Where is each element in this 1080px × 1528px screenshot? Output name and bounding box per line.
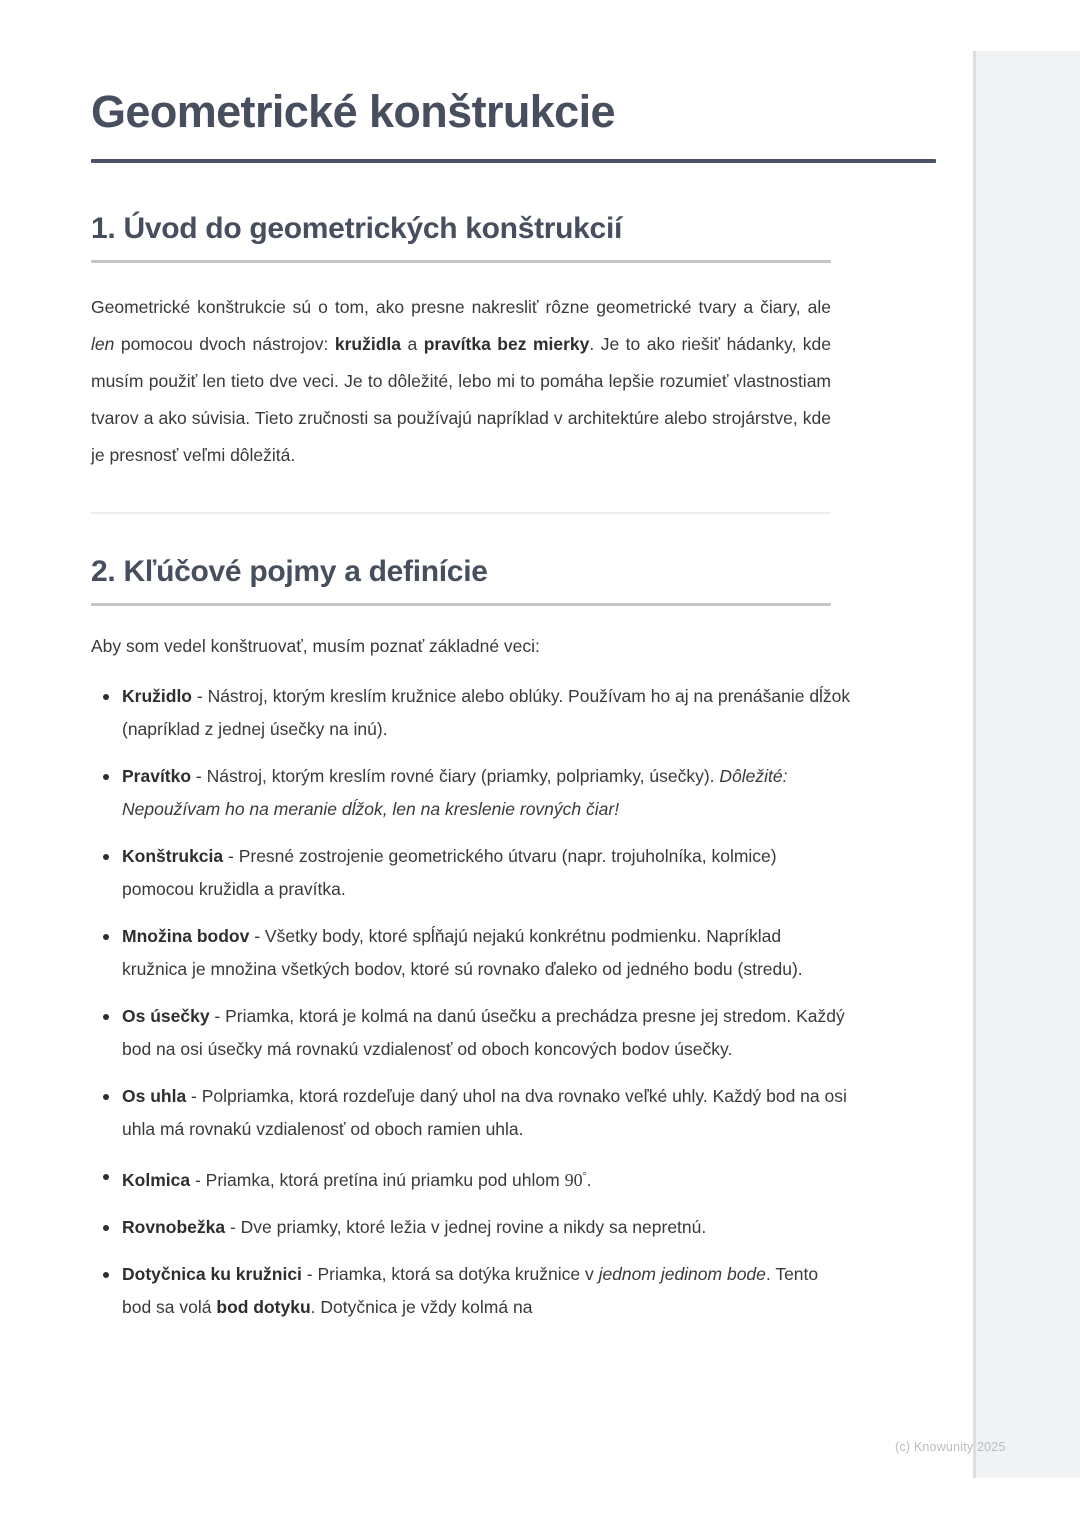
term-description: Dve priamky, ktoré ležia v jednej rovine a nikdy sa nepretnú. — [240, 1217, 707, 1238]
term-dash: - — [249, 926, 265, 947]
term-label: Kružidlo — [122, 686, 192, 707]
term-description: Priamka, ktorá sa dotýka kružnice v — [317, 1264, 599, 1285]
section-2-heading: 2. Kľúčové pojmy a definície — [91, 554, 488, 588]
term-label: Pravítko — [122, 766, 192, 787]
term-dash: - — [301, 1264, 318, 1285]
term-dash: - — [190, 1170, 206, 1191]
term-description: Polpriamka, ktorá rozdeľuje daný uhol na dva rovnako veľké uhly. Každý bod na osi uhla má rovnakú vzdialenosť od oboch ramien uhla. — [122, 1086, 847, 1140]
term-label: Rovnobežka — [122, 1217, 226, 1238]
right-side-panel — [973, 51, 1080, 1478]
key-terms-list — [91, 662, 851, 1324]
intro-bold-kruzidla: kružidla — [334, 333, 401, 354]
section-1-heading: 1. Úvod do geometrických konštrukcií — [91, 211, 623, 245]
term-dash: - — [192, 686, 208, 707]
term-description-part-3: . Dotyčnica je vždy kolmá na — [310, 1297, 533, 1318]
key-terms-lead-in: Aby som vedel konštruovať, musím poznať základné veci: — [91, 636, 540, 657]
watermark: (c) Knowunity 2025 — [895, 1440, 1006, 1454]
list-item — [91, 1211, 851, 1244]
term-label: Os úsečky — [122, 1006, 210, 1027]
section-intro — [91, 163, 936, 474]
term-dash: - — [225, 1217, 241, 1238]
term-dash: - — [209, 1006, 226, 1027]
angle-number: 90 — [564, 1170, 583, 1191]
term-description: Nástroj, ktorým kreslím rovné čiary (priamky, polpriamky, úsečky). — [206, 766, 720, 787]
term-description: Priamka, ktorá je kolmá na danú úsečku a prechádza presne jej stredom. Každý bod na osi úsečky má rovnakú vzdialenosť od oboch koncových bodov úsečky. — [122, 1006, 845, 1060]
list-item — [91, 1080, 851, 1146]
intro-paragraph — [91, 263, 831, 474]
list-item — [91, 840, 851, 906]
term-dash: - — [191, 766, 207, 787]
term-description: Priamka, ktorá pretína inú priamku pod uhlom — [205, 1170, 565, 1191]
intro-italic-len: len — [91, 333, 115, 354]
term-label: Konštrukcia — [122, 846, 224, 867]
document-content — [91, 0, 936, 1338]
term-label: Os uhla — [122, 1086, 187, 1107]
term-description: Všetky body, ktoré spĺňajú nejakú konkrétnu podmienku. Napríklad kružnica je množina všetkých bodov, ktoré sú rovnako ďaleko od jedného bodu (stredu). — [122, 926, 803, 980]
term-label: Kolmica — [122, 1170, 191, 1191]
list-item — [91, 1160, 851, 1197]
list-item — [91, 680, 851, 746]
term-label: Dotyčnica ku kružnici — [122, 1264, 302, 1285]
list-item — [91, 1258, 851, 1324]
list-item — [91, 760, 851, 826]
page-title: Geometrické konštrukcie — [91, 86, 615, 137]
intro-text-part-3: a — [400, 333, 424, 354]
term-description-tail: . — [586, 1170, 592, 1191]
term-dash: - — [223, 846, 239, 867]
intro-text-part-4: . Je to ako riešiť hádanky, kde musím použiť len tieto dve veci. Je to dôležité, lebo mi to pomáha lepšie rozumieť vlastnostiam tvarov a ako súvisia. Tieto zručnosti sa používajú napríklad v architektúre alebo strojárstve, kde je presnosť veľmi dôležitá. — [91, 333, 831, 465]
list-item — [91, 920, 851, 986]
intro-bold-pravitka: pravítka bez mierky — [423, 333, 590, 354]
intro-text-part-1: Geometrické konštrukcie sú o tom, ako presne nakresliť rôzne geometrické tvary a čiary, ale — [91, 296, 831, 317]
list-item — [91, 1000, 851, 1066]
term-description-bold: bod dotyku — [216, 1297, 311, 1318]
degree-icon: ° — [582, 1171, 587, 1183]
section-key-terms — [91, 514, 936, 1324]
angle-value — [565, 1170, 587, 1190]
intro-text-part-2: pomocou dvoch nástrojov: — [114, 333, 335, 354]
term-description-italic: Dôležité: Nepoužívam ho na meranie dĺžok, len na kreslenie rovných čiar! — [122, 766, 788, 820]
term-description: Presné zostrojenie geometrického útvaru (napr. trojuholníka, kolmice) pomocou kružidla a pravítka. — [122, 846, 777, 900]
term-dash: - — [186, 1086, 202, 1107]
term-description-italic: jednom jedinom bode — [598, 1264, 766, 1285]
term-description-part-2: . Tento bod sa volá — [122, 1264, 819, 1318]
term-label: Množina bodov — [122, 926, 250, 947]
term-description: Nástroj, ktorým kreslím kružnice alebo oblúky. Používam ho aj na prenášanie dĺžok (napríklad z jednej úsečky na inú). — [122, 686, 851, 740]
